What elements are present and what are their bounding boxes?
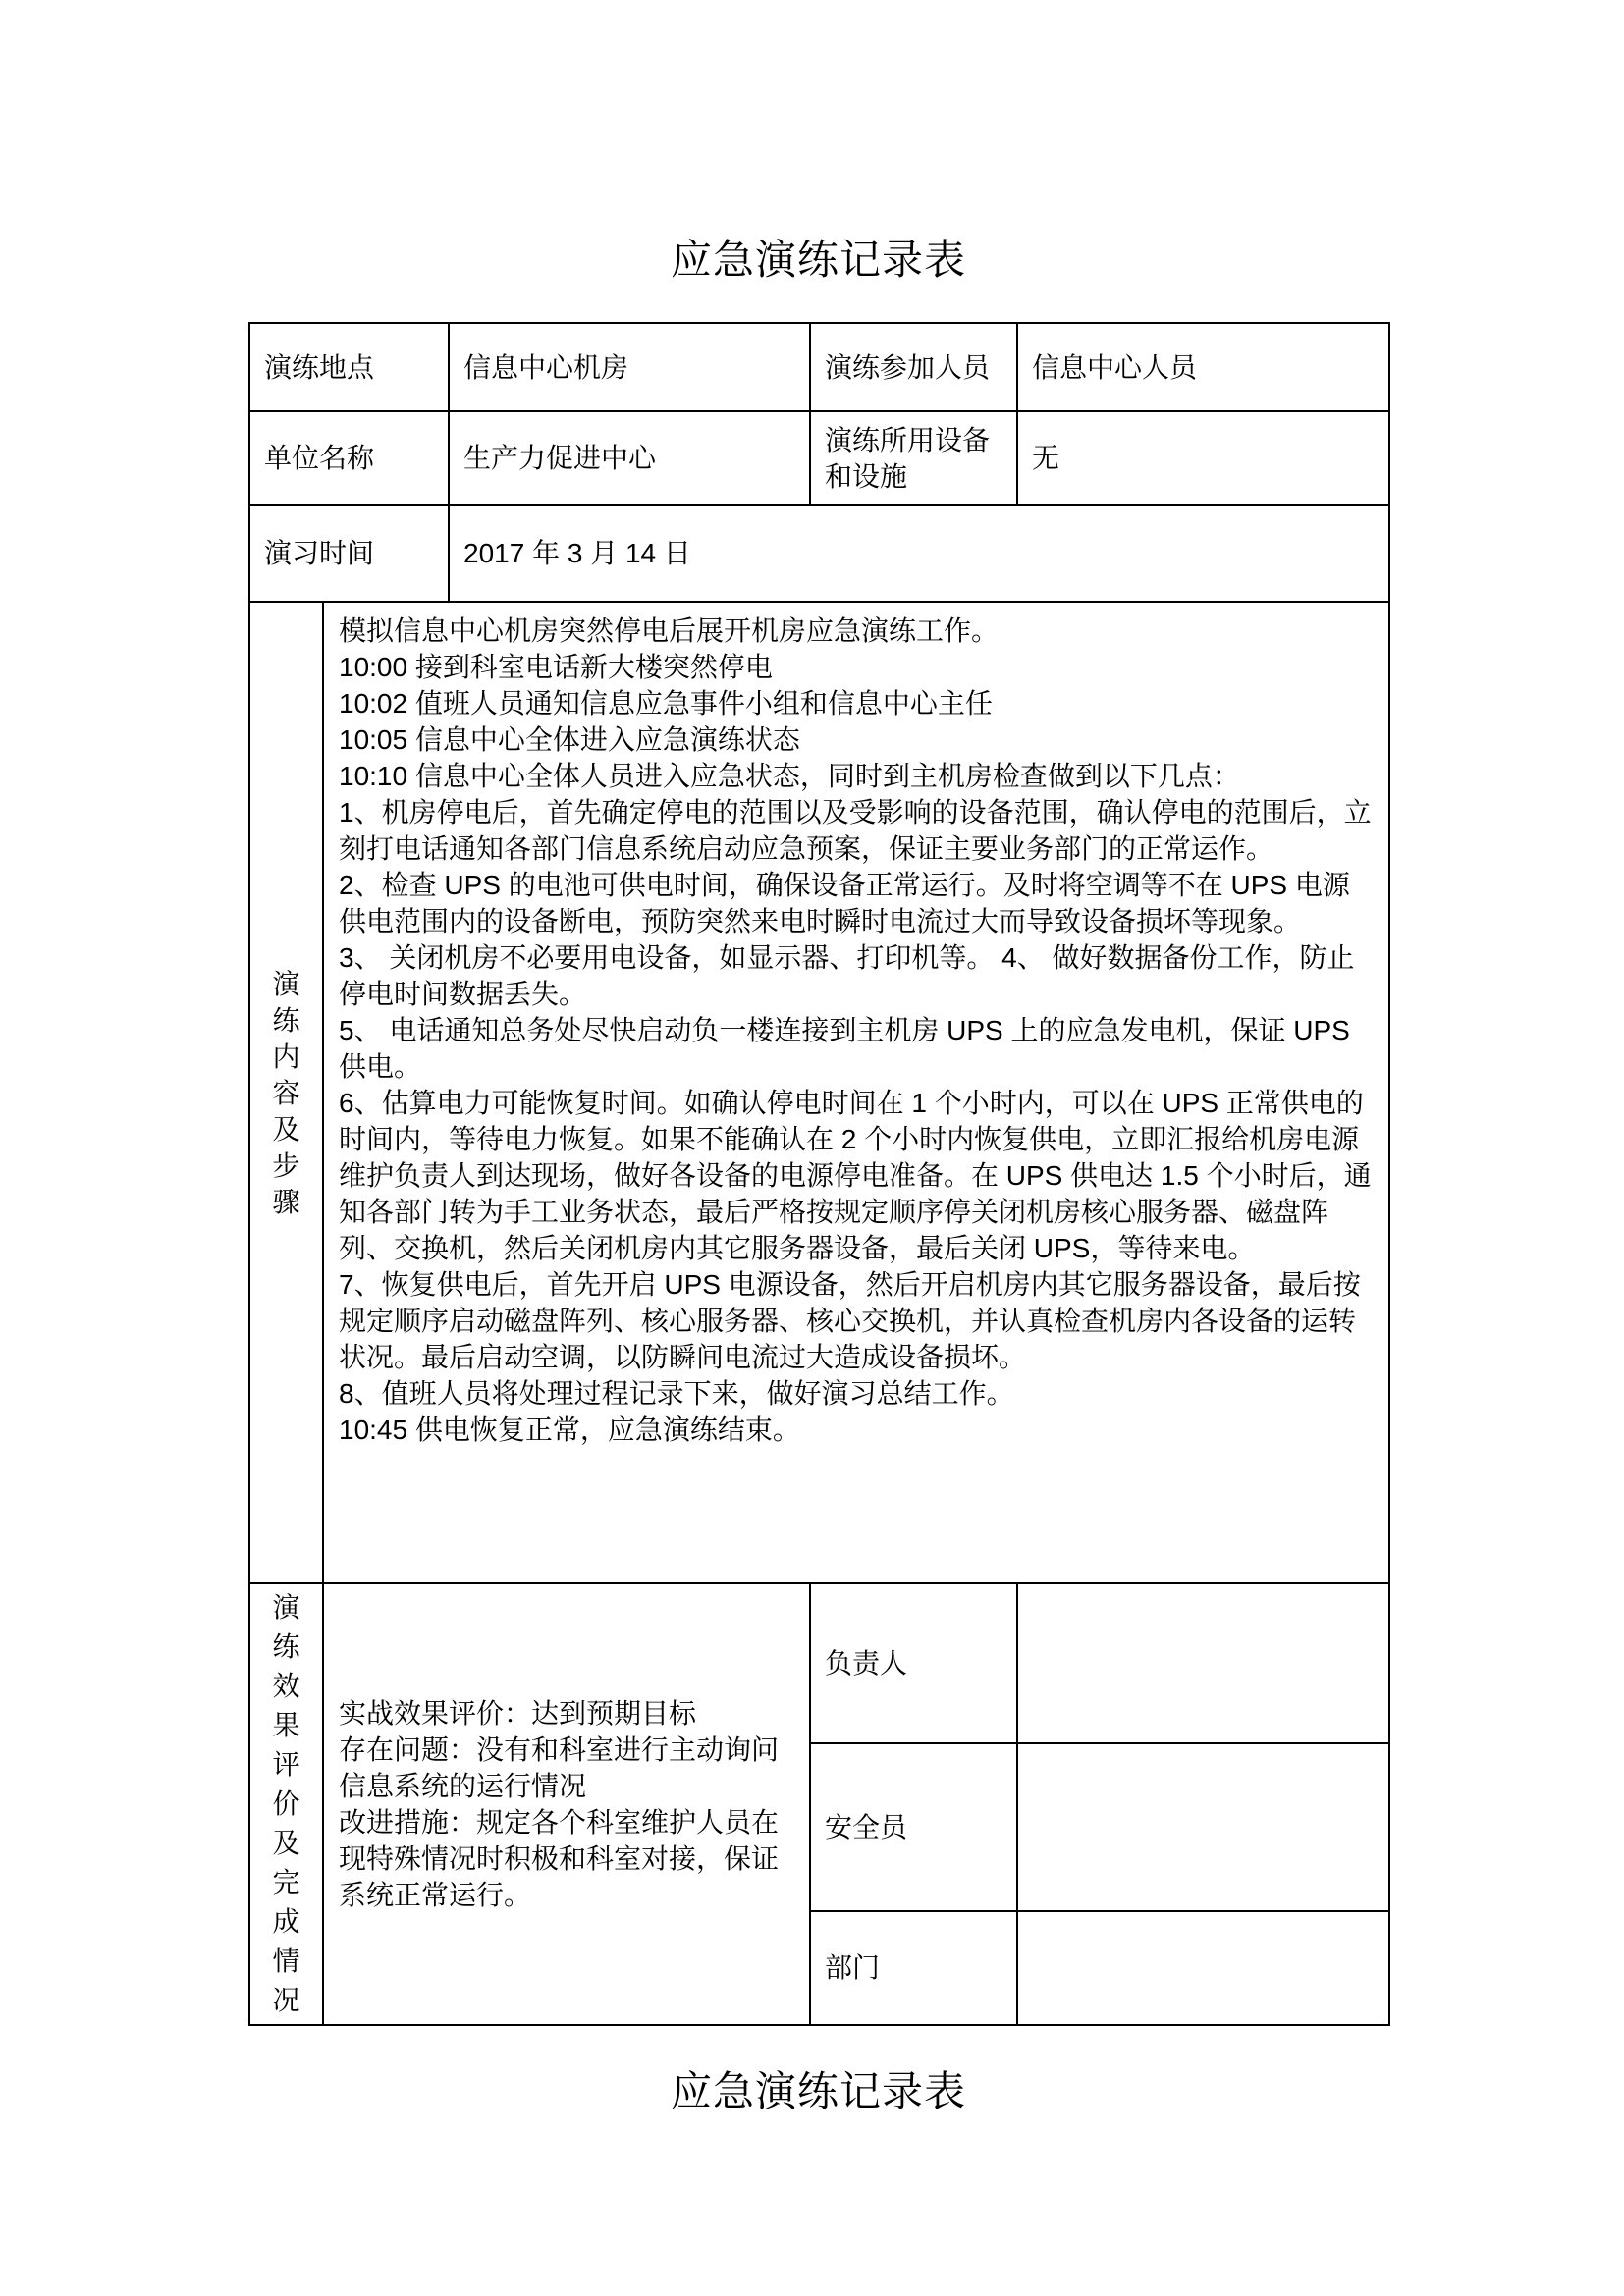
steps-row — [249, 602, 1389, 1583]
unit-name-label: 单位名称 — [249, 411, 449, 505]
evaluation-row-1 — [249, 1583, 1389, 1743]
evaluation-line: 存在问题：没有和科室进行主动询问信息系统的运行情况 — [339, 1735, 780, 1801]
steps-section-label-cell — [249, 602, 323, 1583]
drill-time-value: 2017 年 3 月 14 日 — [449, 505, 1389, 602]
participants-label: 演练参加人员 — [810, 323, 1017, 411]
drill-location-value: 信息中心机房 — [449, 323, 810, 411]
info-table — [248, 322, 1390, 603]
steps-line: 10:02 值班人员通知信息应急事件小组和信息中心主任 — [339, 688, 993, 719]
steps-content-cell — [323, 602, 1389, 1583]
drill-time-label: 演习时间 — [249, 505, 449, 602]
unit-name-value: 生产力促进中心 — [449, 411, 810, 505]
equipment-value: 无 — [1017, 411, 1389, 505]
evaluation-section-label: 演练效果评价及完成情况 — [272, 1592, 300, 2015]
info-row-time — [249, 505, 1389, 602]
info-row-location — [249, 323, 1389, 411]
steps-line: 3、 关闭机房不必要用电设备，如显示器、打印机等。 4、 做好数据备份工作，防止停电时间数据丢失。 — [339, 942, 1355, 1009]
steps-line: 1、机房停电后，首先确定停电的范围以及受影响的设备范围，确认停电的范围后，立刻打电话通知各部门信息系统启动应急预案，保证主要业务部门的正常运作。 — [339, 797, 1372, 864]
equipment-label: 演练所用设备和设施 — [810, 411, 1017, 505]
steps-line: 2、检查 UPS 的电池可供电时间，确保设备正常运行。及时将空调等不在 UPS 电源供电范围内的设备断电，预防突然来电时瞬时电流过大而导致设备损坏等现象。 — [339, 870, 1350, 936]
evaluation-section-label-cell — [249, 1583, 323, 2025]
steps-line: 6、估算电力可能恢复时间。如确认停电时间在 1 个小时内，可以在 UPS 正常供电的时间内，等待电力恢复。如果不能确认在 2 个小时内恢复供电，立即汇报给机房电源维护负责人到达现场，做好各设备的电源停电准备。在 UPS 供电达 1.5 个小时后，通知各部门转为手工业务状态，最后严格按规定顺序停关闭机房核心服务器、磁盘阵列、交换机，然后关闭机房内其它服务器设备，最后关闭 UPS，等待来电。 — [339, 1088, 1372, 1263]
evaluation-line: 改进措施：规定各个科室维护人员在现特殊情况时积极和科室对接，保证系统正常运行。 — [339, 1807, 780, 1910]
department-label: 部门 — [810, 1911, 1017, 2025]
document-content — [248, 0, 1388, 2118]
steps-line: 7、恢复供电后，首先开启 UPS 电源设备，然后开启机房内其它服务器设备，最后按规定顺序启动磁盘阵列、核心服务器、核心交换机，并认真检查机房内各设备的运转状况。最后启动空调，以防瞬间电流过大造成设备损坏。 — [339, 1269, 1361, 1372]
drill-location-label: 演练地点 — [249, 323, 449, 411]
steps-table — [248, 601, 1390, 1584]
steps-line: 5、 电话通知总务处尽快启动负一楼连接到主机房 UPS 上的应急发电机，保证 UPS 供电。 — [339, 1015, 1350, 1082]
steps-line: 模拟信息中心机房突然停电后展开机房应急演练工作。 — [339, 615, 1000, 646]
safety-officer-value — [1017, 1743, 1389, 1911]
page-title: 应急演练记录表 — [670, 237, 966, 283]
department-value — [1017, 1911, 1389, 2025]
steps-line: 8、值班人员将处理过程记录下来，做好演习总结工作。 — [339, 1378, 1014, 1409]
footer-title: 应急演练记录表 — [670, 2068, 966, 2114]
evaluation-content-cell — [323, 1583, 810, 2025]
evaluation-line: 实战效果评价：达到预期目标 — [339, 1698, 697, 1729]
responsible-person-label: 负责人 — [810, 1583, 1017, 1743]
responsible-person-value — [1017, 1583, 1389, 1743]
steps-section-label: 演练内容及步骤 — [272, 968, 300, 1217]
participants-value: 信息中心人员 — [1017, 323, 1389, 411]
safety-officer-label: 安全员 — [810, 1743, 1017, 1911]
steps-line: 10:05 信息中心全体进入应急演练状态 — [339, 724, 800, 755]
evaluation-table — [248, 1582, 1390, 2026]
steps-line: 10:10 信息中心全体人员进入应急状态，同时到主机房检查做到以下几点： — [339, 761, 1240, 791]
steps-line: 10:45 供电恢复正常，应急演练结束。 — [339, 1415, 800, 1445]
steps-line: 10:00 接到科室电话新大楼突然停电 — [339, 652, 773, 682]
info-row-unit — [249, 411, 1389, 505]
